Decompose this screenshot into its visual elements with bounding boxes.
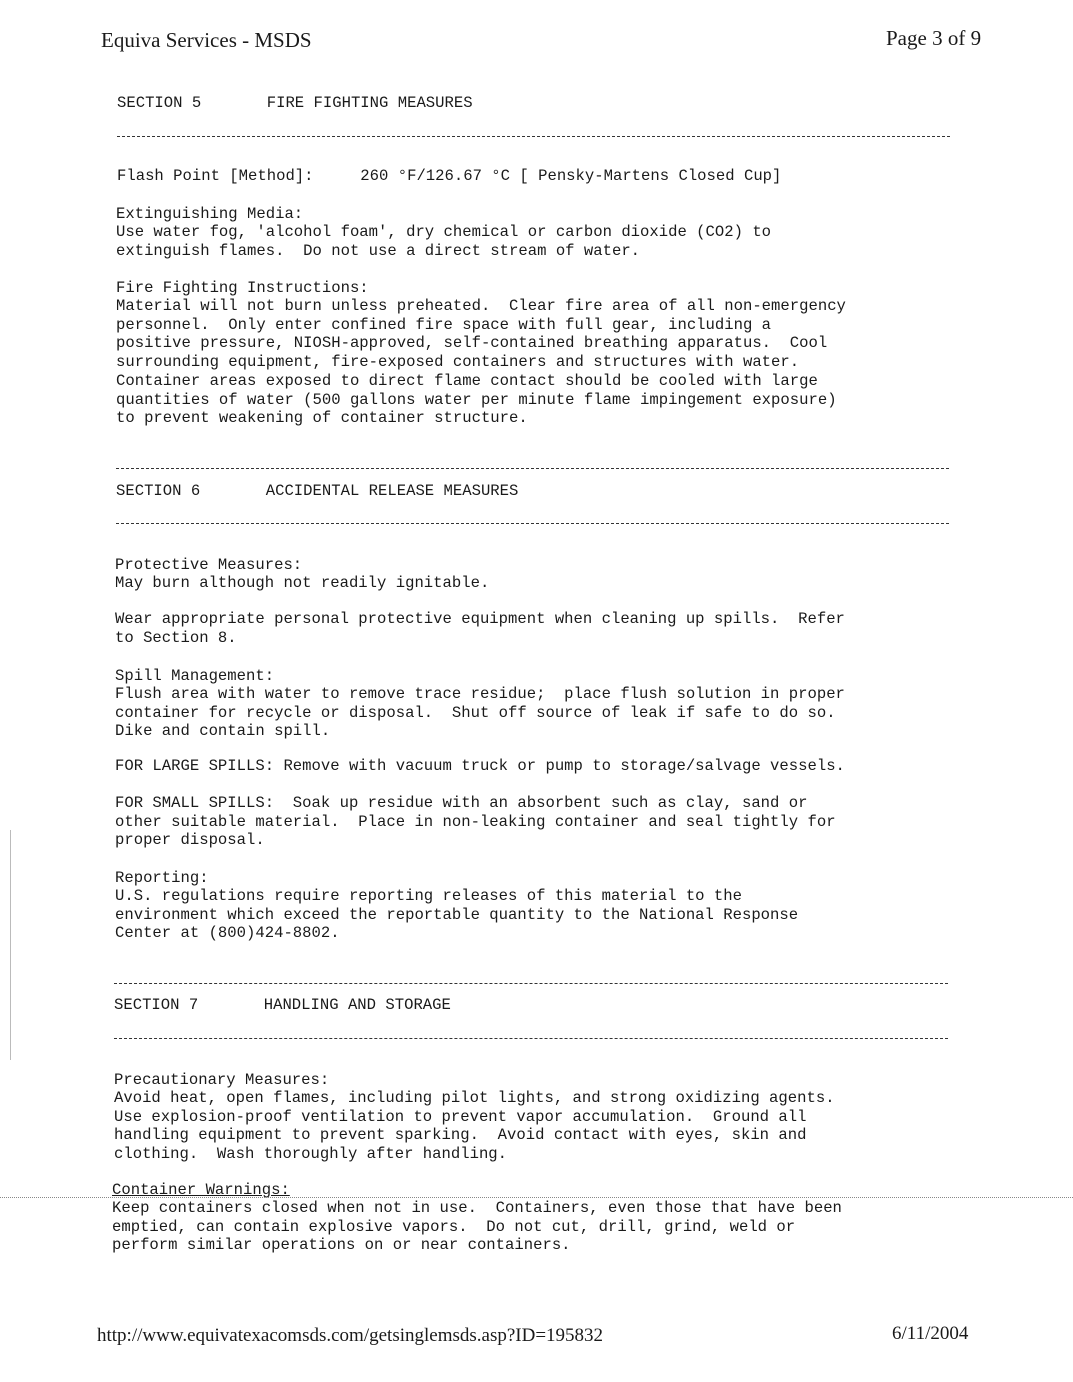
section-divider	[116, 468, 949, 469]
section-divider	[114, 1038, 948, 1039]
protective-measures-text: May burn although not readily ignitable.	[115, 574, 490, 592]
extinguishing-media-label: Extinguishing Media:	[116, 205, 304, 223]
fire-fighting-text: Material will not burn unless preheated. Clear fire area of all non-emergency personnel. Only enter confined fire space with full gear, including a positive pressure, NIOSH-approved, self-contained breathing apparatus. Cool surrounding equipment, fire-exposed containers and structures with water. Container areas exposed to direct flame contact should be cooled with large quantities of water (500 gallons water per minute flame impingement exposure) to prevent weakening of container structure.	[116, 297, 846, 428]
reporting-text: U.S. regulations require reporting releases of this material to the environment which exceed the reportable quantity to the National Response Center at (800)424-8802.	[115, 887, 799, 943]
scan-margin-mark	[10, 830, 11, 1060]
print-date: 6/11/2004	[892, 1323, 969, 1344]
container-warnings-text: Keep containers closed when not in use. Containers, even those that have been emptied, can contain explosive vapors. Do not cut, drill, grind, weld or perform similar operations on or near containers.	[112, 1199, 842, 1255]
spill-management-text: Flush area with water to remove trace residue; place flush solution in proper container for recycle or disposal. Shut off source of leak if safe to do so. Dike and contain spill.	[115, 685, 845, 741]
reporting-label: Reporting:	[115, 869, 209, 887]
ppe-text: Wear appropriate personal protective equipment when cleaning up spills. Refer to Section 8.	[115, 610, 845, 647]
scan-artifact-line	[0, 1197, 1073, 1198]
precautionary-measures-text: Avoid heat, open flames, including pilot lights, and strong oxidizing agents. Use explosion-proof ventilation to prevent vapor accumulation. Ground all handling equipment to prevent sparking. Avoid contact with eyes, skin and clothing. Wash thoroughly after handling.	[114, 1089, 835, 1164]
source-url: http://www.equivatexacomsds.com/getsinglemsds.asp?ID=195832	[97, 1325, 604, 1346]
section-divider	[114, 983, 948, 984]
section-6-heading: SECTION 6 ACCIDENTAL RELEASE MEASURES	[116, 482, 519, 500]
protective-measures-label: Protective Measures:	[115, 556, 303, 574]
large-spills-text: FOR LARGE SPILLS: Remove with vacuum truck or pump to storage/salvage vessels.	[115, 757, 845, 775]
fire-fighting-label: Fire Fighting Instructions:	[116, 279, 369, 297]
document-title: Equiva Services - MSDS	[101, 28, 312, 52]
flash-point: Flash Point [Method]: 260 °F/126.67 °C [ Pensky-Martens Closed Cup]	[117, 167, 782, 185]
spill-management-label: Spill Management:	[115, 667, 275, 685]
section-7-heading: SECTION 7 HANDLING AND STORAGE	[114, 996, 451, 1014]
small-spills-text: FOR SMALL SPILLS: Soak up residue with an absorbent such as clay, sand or other suitable material. Place in non-leaking container and seal tightly for proper disposal.	[115, 794, 836, 850]
container-warnings-label: Container Warnings:	[112, 1181, 290, 1199]
precautionary-measures-label: Precautionary Measures:	[114, 1071, 330, 1089]
section-5-heading: SECTION 5 FIRE FIGHTING MEASURES	[117, 94, 473, 112]
section-divider	[116, 523, 949, 524]
section-divider	[117, 136, 950, 137]
page-number: Page 3 of 9	[886, 26, 982, 50]
extinguishing-media-text: Use water fog, 'alcohol foam', dry chemical or carbon dioxide (CO2) to extinguish flames. Do not use a direct stream of water.	[116, 223, 772, 260]
